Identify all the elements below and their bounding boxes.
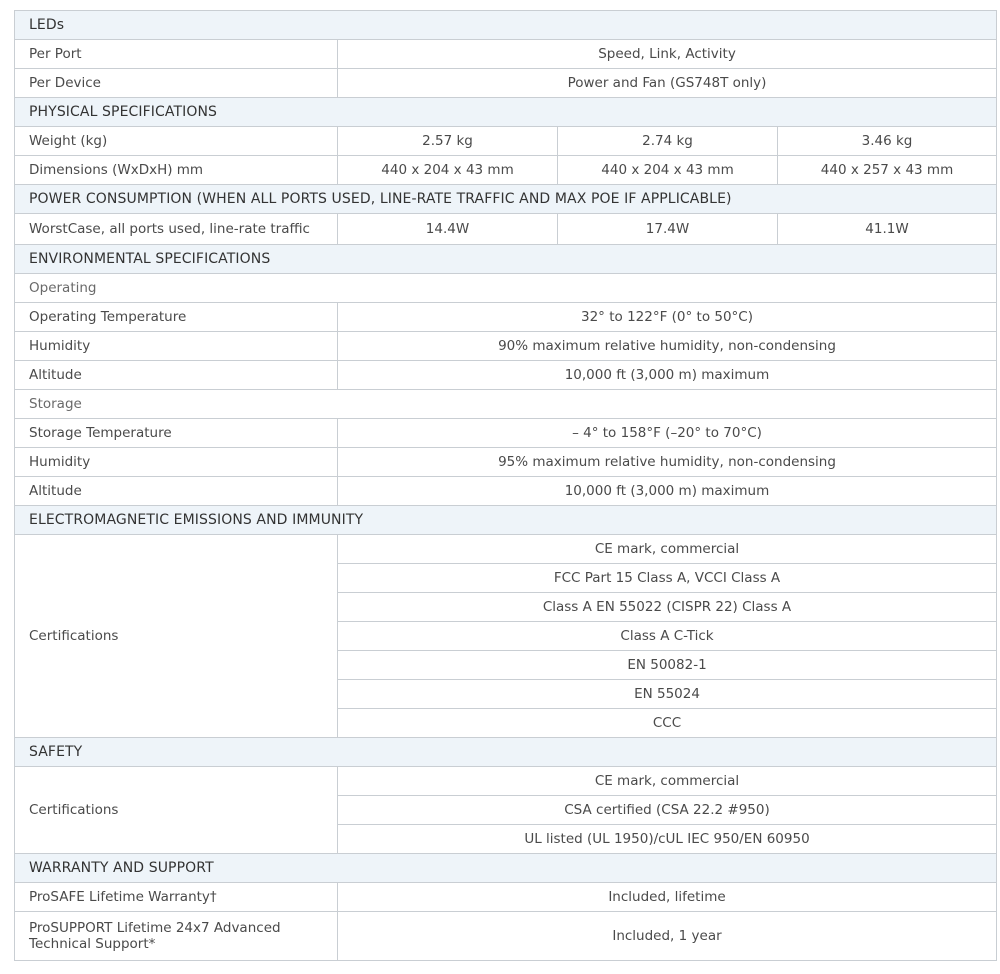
row-label: Certifications [15,535,338,738]
section-header-safety [15,738,997,767]
row-label: Humidity [15,332,338,361]
row-value: 32° to 122°F (0° to 50°C) [338,303,997,332]
table-row [15,361,997,390]
section-title: POWER CONSUMPTION (WHEN ALL PORTS USED, LINE-RATE TRAFFIC AND MAX POE IF APPLICABLE) [15,185,997,214]
section-title: ENVIRONMENTAL SPECIFICATIONS [15,245,997,274]
certification-item: CCC [338,709,997,738]
certification-item: FCC Part 15 Class A, VCCI Class A [338,564,997,593]
row-label: WorstCase, all ports used, line-rate traffic [15,214,338,245]
certification-item: Class A C-Tick [338,622,997,651]
table-row [15,303,997,332]
section-title: ELECTROMAGNETIC EMISSIONS AND IMMUNITY [15,506,997,535]
section-title: PHYSICAL SPECIFICATIONS [15,98,997,127]
row-value: 440 x 257 x 43 mm [778,156,997,185]
row-value: 10,000 ft (3,000 m) maximum [338,361,997,390]
row-value: Power and Fan (GS748T only) [338,69,997,98]
row-label: ProSAFE Lifetime Warranty† [15,883,338,912]
section-header-environmental [15,245,997,274]
subsection-storage [15,390,997,419]
table-row [15,883,997,912]
row-value: 440 x 204 x 43 mm [338,156,558,185]
row-label: Humidity [15,448,338,477]
row-value: 95% maximum relative humidity, non-condensing [338,448,997,477]
certification-item: EN 55024 [338,680,997,709]
table-row [15,535,997,564]
certification-item: CE mark, commercial [338,767,997,796]
subsection-operating [15,274,997,303]
table-row [15,40,997,69]
table-row [15,477,997,506]
row-label: Altitude [15,361,338,390]
subsection-title: Operating [15,274,997,303]
table-row [15,214,997,245]
table-row [15,912,997,961]
row-value: 2.57 kg [338,127,558,156]
table-row [15,69,997,98]
row-value: 17.4W [558,214,778,245]
section-header-physical [15,98,997,127]
section-title: LEDs [15,11,997,40]
certification-item: CE mark, commercial [338,535,997,564]
section-header-emissions [15,506,997,535]
row-label: Per Device [15,69,338,98]
table-row [15,332,997,361]
row-value: – 4° to 158°F (–20° to 70°C) [338,419,997,448]
row-label: Dimensions (WxDxH) mm [15,156,338,185]
row-label: Certifications [15,767,338,854]
row-value: 14.4W [338,214,558,245]
row-value: Included, lifetime [338,883,997,912]
row-value: 2.74 kg [558,127,778,156]
row-value: 90% maximum relative humidity, non-condensing [338,332,997,361]
section-header-warranty [15,854,997,883]
row-label: Operating Temperature [15,303,338,332]
section-header-leds [15,11,997,40]
row-value: 440 x 204 x 43 mm [558,156,778,185]
certification-item: EN 50082-1 [338,651,997,680]
specifications-table [14,10,997,961]
section-title: WARRANTY AND SUPPORT [15,854,997,883]
row-label: Altitude [15,477,338,506]
row-value: 3.46 kg [778,127,997,156]
table-row [15,127,997,156]
section-header-power [15,185,997,214]
row-value: 41.1W [778,214,997,245]
row-label: Per Port [15,40,338,69]
row-value: 10,000 ft (3,000 m) maximum [338,477,997,506]
row-value: Speed, Link, Activity [338,40,997,69]
row-value: Included, 1 year [338,912,997,961]
row-label: ProSUPPORT Lifetime 24x7 Advanced Technical Support* [15,912,338,961]
row-label: Storage Temperature [15,419,338,448]
spec-sheet [14,10,996,961]
row-label: Weight (kg) [15,127,338,156]
table-row [15,448,997,477]
certification-item: Class A EN 55022 (CISPR 22) Class A [338,593,997,622]
subsection-title: Storage [15,390,997,419]
section-title: SAFETY [15,738,997,767]
table-row [15,419,997,448]
certification-item: UL listed (UL 1950)/cUL IEC 950/EN 60950 [338,825,997,854]
certification-item: CSA certified (CSA 22.2 #950) [338,796,997,825]
table-row [15,767,997,796]
table-row [15,156,997,185]
